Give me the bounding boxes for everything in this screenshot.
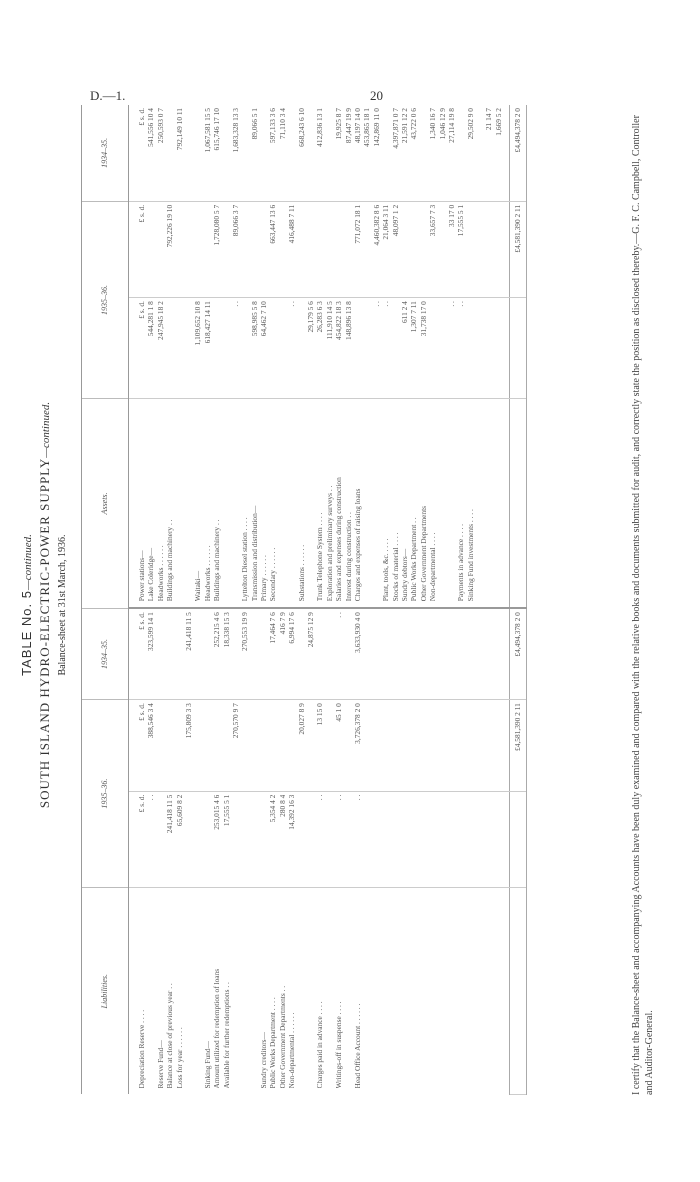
cell-line: 21,591 12 2 bbox=[399, 108, 409, 144]
cell-line: 89,066 3 7 bbox=[230, 204, 240, 237]
cell-line: 323,599 14 1 bbox=[146, 612, 156, 651]
cell-line: Writings-off in suspense . . . . bbox=[334, 1001, 344, 1089]
cell-line bbox=[362, 402, 371, 601]
table-title: SOUTH ISLAND HYDRO-ELECTRIC-POWER SUPPLY—continued. bbox=[37, 401, 52, 809]
cell-line: 33,657 7 3 bbox=[428, 204, 438, 237]
cell-line: 142,869 11 0 bbox=[371, 108, 381, 147]
cell-line bbox=[222, 301, 231, 395]
cell-line: 241,418 11 5 bbox=[165, 794, 175, 834]
cell-line: 29,502 9 0 bbox=[465, 108, 475, 140]
cell-line: 663,447 13 6 bbox=[268, 204, 278, 244]
cell-line bbox=[409, 205, 418, 294]
cell-line bbox=[362, 205, 371, 294]
cell-line: 597,133 3 6 bbox=[268, 108, 278, 144]
cell-line bbox=[222, 402, 231, 601]
cell-line: 454,822 18 3 bbox=[334, 301, 344, 340]
cell-line: Charges and expenses of raising loans bbox=[352, 488, 362, 602]
cell-line: 3,633,930 4 0 bbox=[352, 612, 362, 653]
cell-line: Buildings and machinery . . bbox=[165, 519, 175, 602]
cell-line bbox=[193, 703, 202, 787]
liabilities-descriptions bbox=[129, 887, 510, 1094]
cell-line bbox=[156, 795, 165, 884]
cell-line: 1,046 12 9 bbox=[437, 108, 447, 140]
cell-line bbox=[222, 205, 231, 294]
cell-line bbox=[419, 205, 428, 294]
cell-line: 416,488 7 11 bbox=[287, 204, 297, 244]
liabilities-total-1935: £4,494,378 2 0 bbox=[510, 608, 526, 699]
cell-line: £ s. d. bbox=[137, 612, 146, 630]
cell-line bbox=[203, 612, 212, 696]
cell-line bbox=[419, 108, 428, 198]
cell-line: . . bbox=[230, 301, 240, 307]
cell-line bbox=[156, 205, 165, 294]
cell-line bbox=[231, 612, 240, 696]
cell-line bbox=[344, 703, 353, 787]
cell-line: 618,427 14 11 bbox=[202, 301, 212, 344]
cell-line bbox=[222, 703, 231, 787]
cell-line bbox=[184, 301, 193, 395]
cell-line: Available for further redemptions . . bbox=[221, 982, 231, 1089]
cell-line: £ s. d. bbox=[137, 703, 146, 721]
cell-line bbox=[231, 795, 240, 884]
balance-sheet-table bbox=[81, 105, 527, 1095]
cell-line: Secondary . . . . . . bbox=[268, 547, 278, 602]
cell-line bbox=[297, 205, 306, 294]
cell-line bbox=[315, 612, 324, 696]
cell-line: Trunk Telephone System . . . . bbox=[315, 512, 325, 602]
cell-line bbox=[278, 301, 287, 395]
cell-line: Public Works Department . . . . bbox=[268, 997, 278, 1089]
cell-line bbox=[250, 795, 259, 884]
cell-line: 792,226 19 10 bbox=[165, 204, 175, 248]
cell-line: Sundry debtors— bbox=[399, 548, 409, 602]
cell-line: 17,555 5 1 bbox=[221, 794, 231, 827]
cell-line: Lake Coleridge— bbox=[146, 548, 156, 602]
cell-line bbox=[231, 402, 240, 601]
cell-line: Interest during construction . . bbox=[343, 512, 353, 602]
cell-line bbox=[175, 301, 184, 395]
assets-year-1934-35: 1934–35. bbox=[82, 105, 129, 201]
cell-line bbox=[259, 205, 268, 294]
liabilities-total-1936: £4,581,390 2 11 bbox=[510, 700, 526, 791]
cell-line bbox=[240, 301, 249, 395]
cell-line bbox=[438, 205, 447, 294]
cell-line: . . bbox=[456, 301, 466, 307]
cell-line bbox=[315, 205, 324, 294]
liabilities-1936-total bbox=[129, 700, 510, 791]
cell-line bbox=[344, 205, 353, 294]
cell-line bbox=[184, 205, 193, 294]
liabilities-year-1934-35: 1934–35. bbox=[82, 608, 129, 699]
cell-line bbox=[278, 703, 287, 787]
cell-line bbox=[344, 795, 353, 884]
cell-line: 270,553 19 9 bbox=[240, 612, 250, 651]
cell-line bbox=[456, 108, 465, 198]
cell-line: Headworks . . . . . . bbox=[202, 545, 212, 602]
cell-line: Depreciation Reserve . . . . bbox=[137, 1009, 146, 1089]
cell-line: 544,281 1 8 bbox=[146, 301, 156, 337]
cell-line: 250,593 0 7 bbox=[155, 108, 165, 144]
cell-line: 5,354 4 2 bbox=[268, 794, 278, 823]
cell-line: 17,555 5 1 bbox=[456, 204, 466, 237]
cell-line bbox=[240, 108, 249, 198]
cell-line: Non-departmental . . . . . . bbox=[287, 1012, 297, 1089]
cell-line: 18,338 15 3 bbox=[221, 612, 231, 648]
cell-line: 27,114 19 8 bbox=[446, 108, 456, 143]
cell-line bbox=[175, 703, 184, 787]
cell-line bbox=[240, 703, 249, 787]
cell-line bbox=[297, 301, 306, 395]
cell-line bbox=[259, 612, 268, 696]
cell-line bbox=[146, 205, 155, 294]
cell-line: 19,925 8 7 bbox=[334, 108, 344, 140]
cell-line: 388,546 3 4 bbox=[146, 703, 156, 739]
cell-line: Sundry creditors— bbox=[259, 1032, 269, 1089]
cell-line: Lyttelton Diesel station . . . . bbox=[240, 517, 250, 602]
cell-line bbox=[438, 301, 447, 395]
cell-line bbox=[212, 703, 221, 787]
cell-line: 280 8 4 bbox=[277, 794, 287, 817]
cell-line: 13 15 0 bbox=[315, 703, 325, 726]
cell-line: 4,397,871 0 7 bbox=[390, 108, 400, 149]
cell-line: Sinking Fund— bbox=[202, 1041, 212, 1089]
cell-line: 45 1 0 bbox=[334, 703, 344, 722]
cell-line bbox=[268, 301, 277, 395]
cell-line: £ s. d. bbox=[137, 301, 146, 319]
cell-line: 21 14 7 bbox=[484, 108, 494, 131]
cell-line bbox=[231, 891, 240, 1089]
cell-line: 31,738 17 0 bbox=[418, 301, 428, 337]
cell-line bbox=[287, 402, 296, 601]
cell-line: 111,910 14 5 bbox=[324, 301, 334, 340]
cell-line: 48,197 14 0 bbox=[352, 108, 362, 144]
rotated-page bbox=[15, 85, 675, 1125]
cell-line bbox=[259, 795, 268, 884]
cell-line bbox=[250, 205, 259, 294]
cell-line: Payments in advance . . . . bbox=[456, 524, 466, 602]
cell-line: Balance at close of previous year . . bbox=[165, 983, 175, 1089]
cell-line: . . bbox=[146, 794, 156, 801]
cell-line: 253,015 4 6 bbox=[212, 794, 222, 830]
cell-line: £ s. d. bbox=[137, 794, 146, 813]
cell-line: Other Government Departments . . bbox=[277, 985, 287, 1089]
cell-line: 453,865 18 1 bbox=[362, 108, 372, 147]
assets-1935 bbox=[129, 105, 510, 201]
cell-line: Non-departmental . . . . bbox=[428, 532, 438, 602]
cell-line bbox=[222, 108, 231, 198]
cell-line bbox=[344, 612, 353, 696]
cell-line: 29,179 5 6 bbox=[306, 301, 316, 333]
cell-line: 33 17 0 bbox=[446, 204, 456, 227]
cell-line: Power stations— bbox=[137, 550, 146, 602]
cell-line bbox=[268, 703, 277, 787]
cell-line: Exploration and preliminary surveys . . bbox=[324, 485, 334, 602]
cell-line bbox=[250, 891, 259, 1089]
cell-line: 270,570 9 7 bbox=[230, 703, 240, 739]
cell-line: 1,669 5 2 bbox=[493, 108, 503, 136]
cell-line: 64,462 7 10 bbox=[259, 301, 269, 337]
cell-line bbox=[381, 108, 390, 198]
page-ref: D.—1. bbox=[90, 88, 126, 103]
cell-line: Other Government Departments bbox=[418, 505, 428, 602]
cell-line bbox=[184, 795, 193, 884]
body-row bbox=[129, 105, 510, 1095]
cell-line: 17,464 7 6 bbox=[268, 612, 278, 644]
cell-line bbox=[146, 891, 155, 1089]
cell-line: 412,836 13 1 bbox=[315, 108, 325, 147]
cell-line: 792,149 10 11 bbox=[174, 108, 184, 151]
cell-line bbox=[203, 795, 212, 884]
cell-line: Public Works Department . . bbox=[409, 517, 419, 602]
cell-line bbox=[156, 612, 165, 696]
cell-line bbox=[325, 891, 334, 1089]
auditor-certificate: I certify that the Balance-sheet and accompanying Accounts have been duly examined and compared with the relative books and documents submitted for audit, and correctly state the position as disclosed thereby.—G. F. C. Campbell, Controller and Auditor-General. bbox=[631, 115, 655, 1095]
cell-line bbox=[193, 205, 202, 294]
cell-line: 24,875 12 9 bbox=[306, 612, 316, 648]
cell-line bbox=[240, 891, 249, 1089]
cell-line bbox=[306, 205, 315, 294]
cell-line: 3,726,378 2 0 bbox=[352, 703, 362, 744]
cell-line bbox=[306, 108, 315, 198]
cell-line bbox=[325, 108, 334, 198]
assets-year-1935-36: 1935–36. bbox=[82, 201, 129, 398]
assets-heading: Assets. bbox=[82, 399, 129, 608]
cell-line bbox=[475, 108, 484, 198]
cell-line: Primary . . . . . . bbox=[259, 555, 269, 602]
cell-line bbox=[250, 703, 259, 787]
cell-line: 21,064 3 11 bbox=[381, 204, 391, 240]
cell-line: Stocks of material . . . . bbox=[390, 532, 400, 602]
cell-line bbox=[203, 205, 212, 294]
cell-line bbox=[175, 612, 184, 696]
cell-line bbox=[175, 205, 184, 294]
cell-line bbox=[240, 795, 249, 884]
assets-1936-detail bbox=[129, 298, 510, 399]
cell-line bbox=[344, 891, 353, 1089]
cell-line: 20,027 8 9 bbox=[296, 703, 306, 735]
table-number: TABLE No. 5—continued. bbox=[19, 534, 34, 676]
cell-line: 541,556 10 4 bbox=[146, 108, 156, 147]
cell-line: 611 2 4 bbox=[399, 301, 409, 324]
cell-line: . . bbox=[446, 301, 456, 307]
cell-line bbox=[287, 703, 296, 787]
cell-line: £ s. d. bbox=[137, 108, 146, 126]
cell-line bbox=[165, 108, 174, 198]
cell-line: . . bbox=[371, 301, 381, 307]
cell-line bbox=[193, 108, 202, 198]
page-number: 20 bbox=[370, 88, 383, 103]
cell-line bbox=[353, 301, 362, 395]
cell-line: 416 7 9 bbox=[277, 612, 287, 635]
cell-line: 87,447 19 9 bbox=[343, 108, 353, 144]
cell-line: Buildings and machinery . . bbox=[212, 519, 222, 602]
cell-line: Headworks . . . . . . bbox=[155, 545, 165, 602]
cell-line: Sinking Fund investments . . . . bbox=[465, 509, 475, 602]
cell-line: 1,728,080 5 7 bbox=[212, 204, 222, 246]
cell-line bbox=[325, 612, 334, 696]
cell-line: 1,683,328 13 3 bbox=[230, 108, 240, 153]
cell-line bbox=[184, 108, 193, 198]
assets-total-1936: £4,581,390 2 11 bbox=[510, 201, 526, 297]
cell-line bbox=[212, 301, 221, 395]
cell-line bbox=[278, 402, 287, 601]
cell-line bbox=[203, 703, 212, 787]
cell-line: 1,109,652 10 8 bbox=[193, 301, 203, 346]
cell-line: Plant, tools, &c. . . . . bbox=[381, 538, 391, 602]
cell-line bbox=[447, 402, 456, 601]
cell-line bbox=[372, 402, 381, 601]
cell-line bbox=[391, 301, 400, 395]
cell-line bbox=[250, 612, 259, 696]
cell-line: Head Office Account . . . . . . bbox=[352, 1003, 362, 1089]
cell-line bbox=[297, 795, 306, 884]
cell-line: 175,809 3 3 bbox=[183, 703, 193, 739]
cell-line: 668,243 6 10 bbox=[296, 108, 306, 147]
cell-line: 43,722 0 6 bbox=[409, 108, 419, 140]
cell-line: . . bbox=[315, 794, 325, 801]
cell-line: Transmission and distribution— bbox=[249, 505, 259, 602]
liabilities-1935 bbox=[129, 608, 510, 699]
cell-line bbox=[175, 402, 184, 601]
liabilities-heading: Liabilities. bbox=[82, 887, 129, 1094]
cell-line bbox=[297, 891, 306, 1089]
liabilities-year-1935-36: 1935–36. bbox=[82, 700, 129, 888]
cell-line bbox=[184, 891, 193, 1089]
cell-line bbox=[259, 703, 268, 787]
cell-line bbox=[193, 612, 202, 696]
cell-line bbox=[438, 402, 447, 601]
cell-line bbox=[362, 301, 371, 395]
cell-line bbox=[259, 108, 268, 198]
cell-line: 65,609 8 2 bbox=[174, 794, 184, 827]
cell-line: Charges paid in advance . . . . bbox=[315, 1001, 325, 1089]
cell-line: Salaries and expenses during construction bbox=[334, 477, 344, 602]
cell-line: 771,072 18 1 bbox=[352, 204, 362, 244]
cell-line bbox=[306, 891, 315, 1089]
cell-line: 598,985 5 8 bbox=[249, 301, 259, 337]
table-subtitle: Balance-sheet at 31st March, 1936. bbox=[57, 534, 68, 676]
liabilities-1936-detail bbox=[129, 791, 510, 887]
cell-line: Reserve Fund— bbox=[155, 1040, 165, 1089]
cell-line: . . bbox=[287, 301, 297, 307]
cell-line: . . bbox=[381, 301, 391, 307]
cell-line bbox=[297, 612, 306, 696]
cell-line bbox=[306, 402, 315, 601]
cell-line bbox=[165, 301, 174, 395]
cell-line: . . bbox=[334, 794, 344, 801]
cell-line: 71,110 3 4 bbox=[277, 108, 287, 140]
assets-descriptions bbox=[129, 399, 510, 608]
cell-line bbox=[240, 205, 249, 294]
assets-total-1935: £4,494,378 2 0 bbox=[510, 105, 526, 201]
cell-line bbox=[325, 205, 334, 294]
cell-line bbox=[156, 703, 165, 787]
cell-line: Waitaki— bbox=[193, 570, 203, 602]
cell-line bbox=[287, 108, 296, 198]
cell-line bbox=[184, 402, 193, 601]
cell-line bbox=[193, 795, 202, 884]
cell-line bbox=[306, 703, 315, 787]
cell-line: 241,418 11 5 bbox=[183, 612, 193, 651]
cell-line: 1,067,581 15 5 bbox=[202, 108, 212, 153]
cell-line: 1,340 16 7 bbox=[428, 108, 438, 140]
cell-line: 252,215 4 6 bbox=[212, 612, 222, 648]
cell-line: 1,307 7 11 bbox=[409, 301, 419, 333]
cell-line: 48,097 1 2 bbox=[390, 204, 400, 237]
cell-line: Amount utilized for redemption of loans bbox=[212, 968, 222, 1089]
cell-line: Substations . . . . . . bbox=[296, 544, 306, 602]
cell-line bbox=[400, 205, 409, 294]
cell-line: 148,896 13 8 bbox=[343, 301, 353, 340]
cell-line: £ s. d. bbox=[137, 204, 146, 223]
cell-line: 89,066 5 1 bbox=[249, 108, 259, 140]
header-row bbox=[82, 105, 129, 1095]
cell-line bbox=[165, 703, 174, 787]
cell-line bbox=[325, 795, 334, 884]
cell-line bbox=[165, 612, 174, 696]
cell-line: Loss for year . . . . . . bbox=[174, 1027, 184, 1089]
cell-line bbox=[428, 301, 437, 395]
cell-line: 615,746 17 10 bbox=[212, 108, 222, 151]
totals-row bbox=[510, 105, 526, 1095]
assets-1936-total bbox=[129, 201, 510, 297]
cell-line: 247,945 18 2 bbox=[155, 301, 165, 340]
cell-line: 4,460,382 8 6 bbox=[371, 204, 381, 246]
cell-line bbox=[278, 205, 287, 294]
cell-line: 6,994 17 6 bbox=[287, 612, 297, 644]
cell-line: . . bbox=[352, 794, 362, 801]
cell-line: 26,283 6 3 bbox=[315, 301, 325, 333]
cell-line: . . bbox=[334, 612, 344, 618]
cell-line: 14,392 16 3 bbox=[287, 794, 297, 830]
cell-line bbox=[334, 205, 343, 294]
cell-line bbox=[325, 703, 334, 787]
cell-line bbox=[306, 795, 315, 884]
cell-line bbox=[193, 891, 202, 1089]
